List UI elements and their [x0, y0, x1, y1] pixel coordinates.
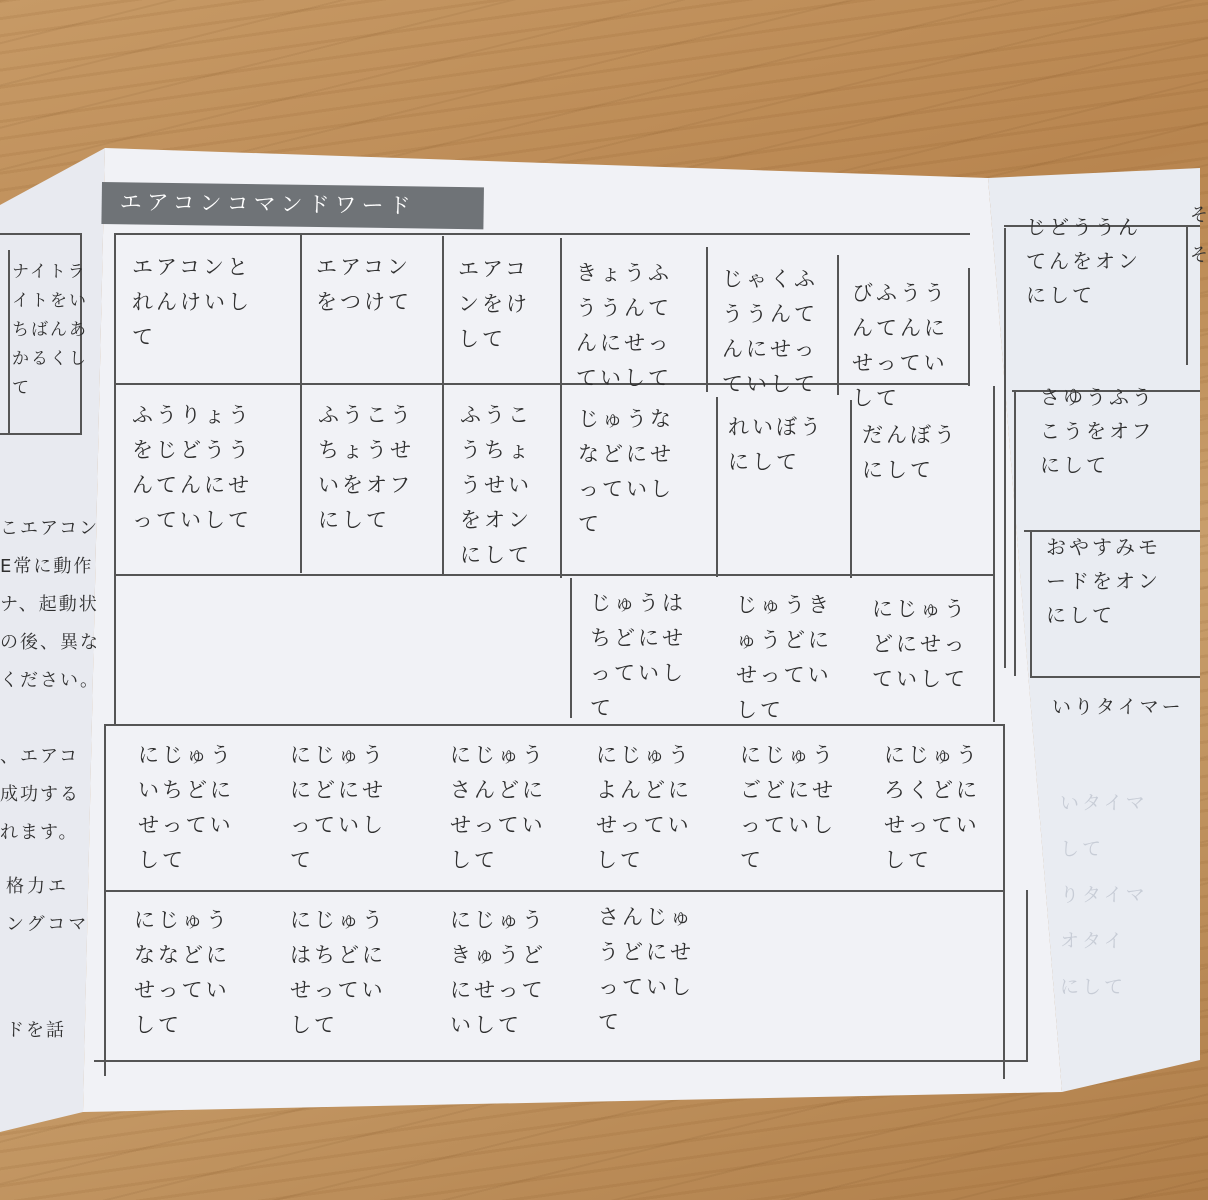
cell-text-line: っていし — [290, 813, 386, 837]
left-table-cell — [12, 258, 88, 403]
cell-text-line: ナ、起動状 — [0, 594, 99, 615]
cell-text-line: っていし — [578, 477, 674, 501]
section-title-bar — [101, 182, 484, 229]
cell-text-line: して — [134, 1013, 182, 1037]
cell-text-line: にじゅう — [596, 743, 692, 767]
cell-text-line: オタイ — [1060, 930, 1126, 952]
cell-text-line: ふうこ — [460, 403, 532, 427]
cell-text-line: E常に動作 — [0, 556, 94, 577]
left-paragraph — [6, 1012, 66, 1050]
command-cell-r3c1 — [590, 586, 686, 726]
right-command-cell — [1026, 210, 1141, 312]
command-cell-r2c4 — [578, 402, 674, 542]
cell-text-line: の後、異な — [0, 632, 100, 653]
cell-text-line: をつけて — [316, 290, 412, 314]
command-cell-r2c2 — [318, 398, 414, 538]
cell-text-line: さんじゅ — [598, 905, 694, 929]
table-rule — [104, 890, 1004, 892]
table-rule — [706, 247, 708, 392]
cell-text-line: りタイマ — [1060, 884, 1148, 906]
cell-text-line: 、エアコ — [0, 746, 80, 767]
cell-text-line: ちょうせ — [318, 438, 414, 462]
cell-text-line: いちどに — [138, 778, 234, 802]
command-cell-r1c6 — [852, 276, 948, 416]
cell-text-line: にして — [1040, 453, 1109, 477]
table-rule — [114, 383, 970, 385]
command-cell-r4c6 — [884, 738, 980, 878]
command-cell-r1c5 — [722, 262, 818, 402]
cell-text-line: にして — [862, 458, 934, 482]
cell-text-line: っていし — [740, 813, 836, 837]
cell-text-line: にじゅう — [134, 908, 230, 932]
cell-text-line: っていし — [598, 975, 694, 999]
command-cell-r2c1 — [132, 398, 252, 538]
cell-text-line: いをオフ — [318, 473, 414, 497]
cell-text-line: びふうう — [852, 281, 948, 305]
table-left-border — [114, 233, 116, 726]
cell-text-line: て — [290, 848, 314, 872]
table-rule — [1026, 890, 1028, 1062]
cell-text-line: よんどに — [596, 778, 692, 802]
table-rule — [716, 397, 718, 577]
command-cell-r3c3 — [872, 592, 968, 697]
command-cell-r1c4 — [576, 256, 672, 396]
left-paragraph — [0, 510, 100, 700]
cell-text-line: かるくし — [12, 349, 88, 369]
cell-text-line: じゅうき — [736, 593, 832, 617]
cell-text-line: きゅうど — [450, 943, 546, 967]
command-cell-r1c3 — [458, 252, 530, 357]
cell-text-line: して — [458, 327, 506, 351]
table-rule — [0, 433, 82, 435]
cell-text-line: にじゅう — [884, 743, 980, 767]
cell-text-line: どにせっ — [872, 632, 968, 656]
cell-text-line: ううんて — [576, 296, 672, 320]
cell-text-line: んにせっ — [576, 331, 672, 355]
table-rule — [114, 574, 994, 576]
table-rule — [1186, 225, 1188, 365]
cell-text-line: ていして — [872, 667, 968, 691]
left-paragraph — [0, 738, 80, 852]
right-command-cell — [1046, 530, 1161, 632]
cell-text-line: せってい — [884, 813, 980, 837]
cell-text-line: にせって — [450, 978, 546, 1002]
cell-text-line: っていして — [132, 508, 252, 532]
table-rule — [570, 578, 572, 718]
cell-text-line: ごどにせ — [740, 778, 836, 802]
cell-text-line: にして — [460, 543, 532, 567]
command-cell-r5c3 — [450, 903, 546, 1043]
cell-text-line: ていして — [576, 366, 672, 390]
table-rule — [837, 255, 839, 395]
cell-text-line: して — [290, 1013, 338, 1037]
cell-text-line: んてんに — [852, 316, 948, 340]
cell-text-line: エアコンと — [132, 255, 251, 279]
command-cell-r1c2 — [316, 250, 412, 320]
command-cell-r4c5 — [740, 738, 836, 878]
table-rule — [1014, 392, 1016, 676]
cell-text-line: おやすみモ — [1046, 535, 1161, 559]
cell-text-line: て — [578, 512, 602, 536]
cell-text-line: ください。 — [0, 670, 100, 691]
cell-text-line: そ — [1190, 205, 1208, 226]
cell-text-line: こうをオフ — [1040, 419, 1155, 443]
cell-text-line: さゆうふう — [1040, 385, 1155, 409]
cell-text-line: いりタイマー — [1052, 696, 1184, 718]
command-cell-r2c3 — [460, 398, 532, 573]
cell-text-line: さんどに — [450, 778, 546, 802]
cell-text-line: ちばんあ — [12, 320, 88, 340]
cell-text-line: ナイトラ — [12, 262, 87, 282]
table-rule — [300, 233, 302, 573]
left-paragraph — [6, 868, 89, 944]
cell-text-line: ドを話 — [6, 1020, 66, 1041]
cell-text-line: 成功する — [0, 784, 80, 805]
cell-text-line: にして — [1026, 283, 1095, 307]
cell-text-line: はちどに — [290, 943, 386, 967]
cell-text-line: にじゅう — [450, 743, 546, 767]
cell-text-line: じゅうは — [590, 591, 686, 615]
cell-text-line: をオン — [460, 508, 532, 532]
table-rule — [850, 400, 852, 578]
right-edge-text — [1190, 196, 1208, 276]
right-command-cell — [1040, 380, 1155, 482]
cell-text-line: して — [736, 698, 784, 722]
command-cell-r1c1 — [132, 250, 252, 355]
table-rule — [442, 236, 444, 574]
cell-text-line: ンをけ — [458, 292, 530, 316]
cell-text-line: にじゅう — [872, 597, 968, 621]
cell-text-line: して — [884, 848, 932, 872]
cell-text-line: てんをオン — [1026, 249, 1141, 273]
cell-text-line: イトをい — [12, 291, 88, 311]
cell-text-line: ていして — [722, 372, 818, 396]
cell-text-line: て — [740, 848, 764, 872]
cell-text-line: せってい — [290, 978, 386, 1002]
cell-text-line: うちょ — [460, 438, 532, 462]
cell-text-line: せってい — [138, 813, 234, 837]
cell-text-line: せってい — [596, 813, 692, 837]
cell-text-line: 格力エ — [6, 876, 69, 897]
cell-text-line: ードをオン — [1046, 569, 1161, 593]
cell-text-line: にじゅう — [138, 743, 234, 767]
cell-text-line: んにせっ — [722, 337, 818, 361]
cell-text-line: にして — [1060, 976, 1127, 998]
cell-text-line: にじゅう — [450, 908, 546, 932]
cell-text-line: にして — [1046, 603, 1115, 627]
cell-text-line: うどにせ — [598, 940, 694, 964]
table-top-border — [114, 233, 970, 235]
table-rule — [0, 233, 82, 235]
cell-text-line: きょうふ — [576, 261, 672, 285]
cell-text-line: せってい — [736, 663, 832, 687]
cell-text-line: て — [12, 378, 31, 398]
cell-text-line: して — [852, 386, 900, 410]
cell-text-line: れます。 — [0, 822, 79, 843]
cell-text-line: いして — [450, 1013, 522, 1037]
table-rule — [1030, 676, 1200, 678]
table-rule — [104, 724, 1004, 726]
cell-text-line: して — [1060, 838, 1105, 860]
cell-text-line: いタイマ — [1060, 792, 1148, 814]
command-cell-r3c2 — [736, 588, 832, 728]
faded-text — [1060, 780, 1148, 1010]
cell-text-line: だんぼう — [862, 423, 958, 447]
table-rule — [1004, 228, 1006, 668]
cell-text-line: じゃくふ — [722, 267, 818, 291]
cell-text-line: じどううん — [1026, 215, 1141, 239]
table-rule — [993, 578, 995, 722]
cell-text-line: こエアコン — [0, 518, 100, 539]
cell-text-line: じゅうな — [578, 407, 674, 431]
cell-text-line: エアコ — [458, 257, 529, 281]
cell-text-line: れんけいし — [132, 290, 252, 314]
cell-text-line: て — [132, 325, 156, 349]
cell-text-line: にじゅう — [290, 743, 386, 767]
command-cell-r4c1 — [138, 738, 234, 878]
cell-text-line: などにせ — [578, 442, 674, 466]
command-cell-r2c5 — [728, 410, 824, 480]
table-right-border — [968, 268, 970, 386]
cell-text-line: ちどにせ — [590, 626, 686, 650]
cell-text-line: にどにせ — [290, 778, 386, 802]
cell-text-line: をじどうう — [132, 438, 252, 462]
table-left-border — [104, 726, 106, 1076]
table-rule — [8, 250, 10, 435]
cell-text-line: にじゅう — [740, 743, 836, 767]
table-rule — [993, 386, 995, 578]
cell-text-line: して — [596, 848, 644, 872]
cell-text-line: して — [138, 848, 186, 872]
cell-text-line: ろくどに — [884, 778, 980, 802]
cell-text-line: ふうりょう — [132, 403, 252, 427]
right-command-cell — [1052, 690, 1184, 724]
command-cell-r5c1 — [134, 903, 230, 1043]
cell-text-line: にじゅう — [290, 908, 386, 932]
cell-text-line: せってい — [852, 351, 948, 375]
command-cell-r4c4 — [596, 738, 692, 878]
cell-text-line: ゅうどに — [736, 628, 832, 652]
cell-text-line: せってい — [450, 813, 546, 837]
cell-text-line: ななどに — [134, 943, 230, 967]
cell-text-line: エアコン — [316, 255, 411, 279]
cell-text-line: んてんにせ — [132, 473, 252, 497]
section-title: エアコンコマンドワード — [119, 190, 416, 220]
cell-text-line: て — [590, 696, 614, 720]
command-cell-r5c4 — [598, 900, 694, 1040]
command-cell-r5c2 — [290, 903, 386, 1043]
cell-text-line: て — [598, 1010, 622, 1034]
cell-text-line: そ — [1190, 245, 1208, 266]
table-bottom-border — [94, 1060, 1026, 1062]
table-rule — [1030, 530, 1032, 676]
cell-text-line: ううんて — [722, 302, 818, 326]
cell-text-line: っていし — [590, 661, 686, 685]
cell-text-line: にして — [318, 508, 390, 532]
command-cell-r4c2 — [290, 738, 386, 878]
cell-text-line: にして — [728, 450, 800, 474]
table-right-border — [1003, 724, 1005, 1079]
cell-text-line: せってい — [134, 978, 230, 1002]
cell-text-line: ふうこう — [318, 403, 414, 427]
cell-text-line: して — [450, 848, 498, 872]
cell-text-line: うせい — [460, 473, 532, 497]
command-cell-r2c6 — [862, 418, 958, 488]
command-cell-r4c3 — [450, 738, 546, 878]
cell-text-line: れいぼう — [728, 415, 824, 439]
table-rule — [560, 238, 562, 578]
cell-text-line: ングコマ — [6, 914, 90, 935]
